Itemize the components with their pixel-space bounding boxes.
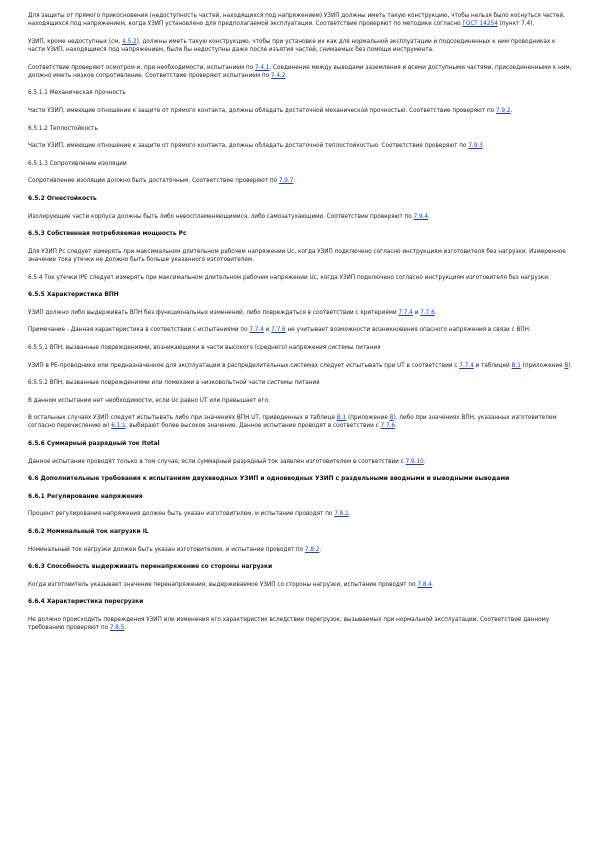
text-run: 6.5.6 Суммарный разрядный ток Itotal (28, 441, 160, 448)
reference-link-7-9-3[interactable]: 7.9.3 (468, 143, 483, 150)
paragraph (28, 458, 573, 466)
paragraph (28, 414, 573, 430)
text-run: 6.5.3 Собственная потребляемая мощность Pc (28, 231, 187, 238)
reference-link-7-7-6[interactable]: 7.7.6 (271, 327, 286, 334)
text-run: ). (568, 362, 573, 369)
paragraph (28, 379, 573, 387)
text-run: . (293, 178, 296, 185)
reference-link-7-8-1[interactable]: 7.8.1 (334, 511, 349, 518)
reference-link-7-8-5[interactable]: 7.8.5 (109, 625, 125, 632)
text-run: . (431, 581, 434, 588)
paragraph (28, 107, 573, 115)
reference-link-7-7-4[interactable]: 7.7.4 (249, 327, 264, 334)
text-run: . (482, 143, 485, 150)
text-run: . (423, 458, 426, 465)
text-run: 6.6 Дополнительные требования к испытаниям двухвводных УЗИП и одновводных УЗИП с раздельными вводными и выводными выводами (28, 476, 510, 483)
text-run: Процент регулирования напряжения должен быть указан изготовителем, и испытание проводят по (28, 511, 335, 518)
text-run: В остальных случаях УЗИП следует испытывать либо при значениях ВПН UT, приведенных в таблице (28, 415, 337, 422)
heading-text (28, 529, 149, 535)
reference-link-7-9-4[interactable]: 7.9.4 (413, 213, 429, 220)
reference-link-7-7-4[interactable]: 7.7.4 (398, 309, 413, 316)
text-run: (приложение (520, 362, 565, 369)
text-run: . (434, 309, 437, 316)
paragraph (28, 309, 573, 317)
text-run: 6.5.1.1 Механическая прочность (28, 90, 126, 97)
heading-text (28, 292, 119, 298)
text-run: 6.6.1 Регулирование напряжения (28, 493, 143, 500)
heading-text (28, 494, 143, 500)
text-run: Когда изготовитель указывает значение перенапряжения, выдерживаемое УЗИП со стороны нагрузки, испытание проводят по (28, 581, 418, 588)
reference-link-7-7-4[interactable]: 7.7.4 (459, 362, 474, 369)
text-run: , выбирают более высокое значение. Данное испытание проводят в соответствии с (125, 423, 381, 430)
text-run: 6.5.4 Ток утечки IPE следует измерять при максимальном длительном рабочем напряжении Uc, когда УЗИП подключено согласно инструкциям изготовителя без нагрузки. (28, 274, 550, 281)
text-run: Данное испытание проводят только в том случае, если суммарный разрядный ток заявлен изготовителем в соответствии с (28, 458, 406, 465)
paragraph (28, 397, 573, 405)
text-run: и таблицей (473, 362, 512, 369)
text-run: Соответствие проверяют осмотром и, при необходимости, испытанием по (28, 64, 255, 71)
reference-link-7-9-7[interactable]: 7.9.7 (278, 178, 294, 185)
heading-text (28, 564, 272, 570)
text-run: . (124, 625, 127, 632)
paragraph (28, 616, 573, 632)
paragraph (28, 344, 573, 352)
reference-link-4-5-2[interactable]: 4.5.2 (122, 38, 137, 45)
text-run: и (412, 309, 421, 316)
text-run: не учитывает возможности возникновения опасного напряжения в связи с ВПН. (285, 327, 531, 334)
paragraph (28, 142, 573, 150)
reference-link-7-9-10[interactable]: 7.9.10 (405, 458, 424, 465)
text-run: . (319, 546, 322, 553)
text-run: . (285, 72, 288, 79)
reference-link-b-1[interactable]: B.1 (336, 415, 347, 422)
paragraph (28, 160, 573, 168)
paragraph (28, 12, 573, 28)
text-run: 6.5.5.2 ВПН, вызванные повреждениями или помехами в низковольтной части системы питания (28, 380, 320, 387)
text-run: 6.6.2 Номинальный ток нагрузки IL (28, 529, 149, 536)
section-heading (28, 291, 573, 299)
reference-link-7-4-2[interactable]: 7.4.2 (270, 72, 286, 79)
text-run: 6.5.2 Огнестойкость (28, 195, 97, 202)
text-run: Сопротивление изоляции должно быть достаточным. Соответствие проверяют по (28, 178, 279, 185)
paragraph (28, 177, 573, 185)
text-run: Части УЗИП, имеющие отношение к защите от прямого контакта, должны обладать достаточной механической прочностью. Соответствие проверяют по (28, 107, 496, 114)
text-run: Номинальный ток нагрузки должен быть указан изготовителем, и испытание проводят по (28, 546, 305, 553)
section-heading (28, 528, 573, 536)
text-run: ), должны иметь такую конструкцию, чтобы при установке их как для нормальной эксплуатации и подсоединенных к ним проводниках к части УЗИП, находящиеся под напряжением, были бы недоступны даже после изъятия частей, снимаемых без помощи инструмента. (28, 38, 556, 53)
paragraph (28, 248, 573, 264)
text-run: . (510, 107, 513, 114)
text-run: 6.5.5.1 ВПН, вызванные повреждениями, возникающими в части высокого (среднего) напряжения системы питания (28, 344, 381, 351)
text-run: УЗИП должно либо выдерживать ВПН без функциональных изменений, либо повреждаться в соответствии с критериями (28, 309, 399, 316)
paragraph (28, 546, 573, 554)
paragraph (28, 89, 573, 97)
paragraph (28, 326, 573, 334)
section-heading (28, 598, 573, 606)
text-run: . (428, 213, 430, 220)
heading-text (28, 196, 97, 202)
paragraph (28, 213, 573, 221)
section-heading (28, 440, 573, 448)
text-run: Части УЗИП, имеющие отношение к защите от прямого контакта, должны обладать достаточной теплостойкостью. Соответствие проверяют по (28, 143, 469, 150)
reference-link-14254[interactable]: ГОСТ 14254 (462, 21, 498, 28)
reference-link-7-8-4[interactable]: 7.8.4 (417, 581, 432, 588)
text-run: (пункт 7.4). (497, 21, 535, 28)
text-run: Для защиты от прямого прикосновения (недоступность частей, находящихся под напряжением) УЗИП должны иметь такую конструкцию, чтобы нельзя было коснуться частей, находящихся под напряжением, когда УЗИП установлено для предполагаемой эксплуатации. Соответствие проверяют по методике согласно (28, 13, 565, 28)
heading-text (28, 441, 160, 447)
paragraph (28, 510, 573, 518)
paragraph (28, 274, 573, 282)
text-run: . (348, 511, 351, 518)
reference-link-7-7-6[interactable]: 7.7.6 (420, 309, 435, 316)
text-run: и (263, 327, 272, 334)
reference-link-7-9-2[interactable]: 7.9.2 (495, 107, 511, 114)
heading-text (28, 599, 143, 605)
reference-link-b-1[interactable]: B.1 (511, 362, 521, 369)
text-run: Не должно происходить повреждения УЗИП или изменения его характеристик вследствие перегрузок, вызываемых при нормальной эксплуатации. Соответствие данному требованию проверяют по (28, 617, 550, 632)
text-run: 6.6.3 Способность выдерживать перенапряжение со стороны нагрузки (28, 564, 273, 571)
paragraph (28, 362, 573, 370)
section-heading (28, 475, 573, 483)
reference-link-7-4-1[interactable]: 7.4.1 (254, 64, 270, 71)
reference-link-b[interactable]: B (564, 362, 569, 369)
text-run: ), либо при значениях ВПН, указанных изготовителем согласно перечислению w) (28, 415, 557, 430)
text-run: 6.5.5 Характеристика ВПН (28, 292, 119, 299)
paragraph (28, 64, 573, 80)
text-run: УЗИП, кроме недоступных (см. (28, 38, 123, 45)
text-run: УЗИП в PE-проводнике или предназначенное для эксплуатации в распределительных системах следует испытывать при UT в соответствии с (28, 362, 460, 369)
text-run: 6.5.1.3 Сопротивление изоляции (28, 160, 127, 167)
section-heading (28, 230, 573, 238)
text-run: Примечание - Данная характеристика в соответствии с испытаниями по (28, 327, 250, 334)
reference-link-7-7-6[interactable]: 7.7.6 (380, 423, 396, 430)
section-heading (28, 563, 573, 571)
section-heading (28, 195, 573, 203)
reference-link-b[interactable]: B (389, 415, 394, 422)
text-run: . Соединение между выводами заземления и всеми доступными частями, присоединенными к ним, должно иметь низкое сопротивление. Соответствие проверяют испытанием по (28, 64, 572, 79)
heading-text (28, 476, 509, 482)
text-run: Изолирующие части корпуса должны быть либо невоспламеняющимися, либо самозатухающими. Соответствие проверяют по (28, 213, 414, 220)
reference-link-7-8-2[interactable]: 7.8.2 (304, 546, 320, 553)
text-run: В данном испытании нет необходимости, если Uc равно UT или превышает его. (28, 397, 270, 404)
paragraph (28, 38, 573, 54)
text-run: 6.6.4 Характеристика перегрузки (28, 599, 144, 606)
section-heading (28, 493, 573, 501)
reference-link-6-1-1[interactable]: 6.1.1 (111, 423, 126, 430)
paragraph (28, 581, 573, 589)
text-run: Для УЗИП Pc следует измерять при максимальном длительном рабочем напряжении Uc, когда УЗИП подключено согласно инструкциям изготовителя без нагрузки. Измеренное значение тока утечки не должно быть больше указанного изготовителем. (28, 248, 566, 263)
text-run: (приложение (346, 415, 390, 422)
text-run: 6.5.1.2 Теплостойкость (28, 125, 98, 132)
paragraph (28, 125, 573, 133)
heading-text (28, 231, 186, 237)
text-run: . (395, 423, 397, 430)
